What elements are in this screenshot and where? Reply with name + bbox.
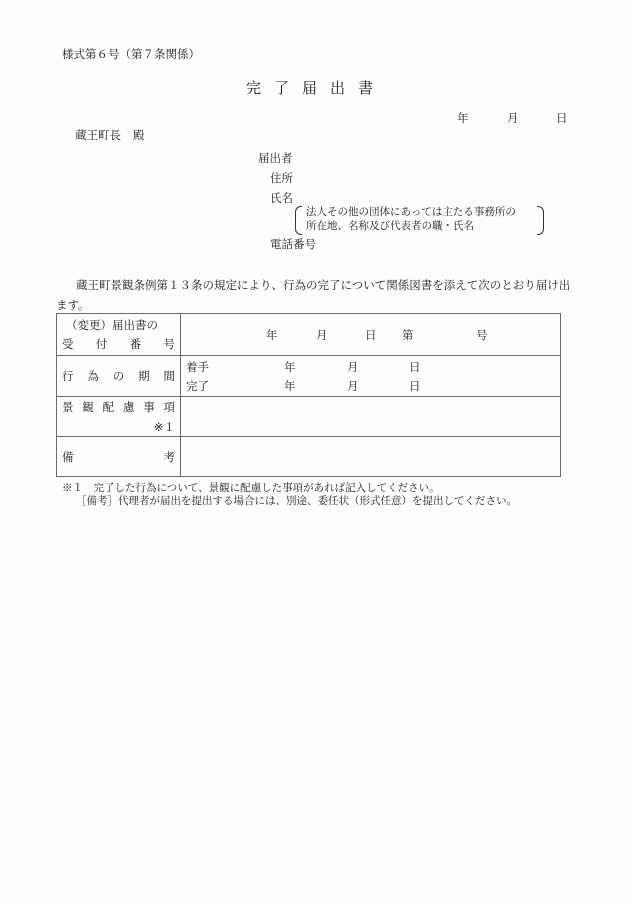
name-note-line2: 所在地、名称及び代表者の職・氏名 — [306, 219, 474, 232]
name-label: 氏名 — [270, 191, 293, 205]
applicant-label: 届出者 — [258, 151, 293, 165]
form-number: 様式第６号（第７条関係） — [62, 47, 200, 61]
bracket-right — [537, 206, 544, 235]
action-period-label: 行 為 の 期 間 — [57, 356, 181, 397]
remarks-label: 備 考 — [57, 437, 181, 477]
name-note — [306, 206, 516, 233]
end-label: 完了 — [186, 379, 209, 393]
table-row-landscape-consideration — [57, 397, 561, 437]
document-title: 完了届出書 — [246, 79, 387, 97]
receipt-label-line2: 受 付 番 号 — [62, 337, 175, 351]
note-marker: ※１ — [153, 419, 175, 434]
remarks-field[interactable] — [181, 437, 561, 477]
bracket-left — [295, 206, 302, 235]
landscape-consideration-label: 景 観 配 慮 事 項 ※１ — [57, 397, 181, 437]
footnote-1: ※１ 完了した行為について、景観に配慮した事項があれば記入してください。 — [62, 482, 440, 494]
name-note-line1: 法人その他の団体にあっては主たる事務所の — [306, 206, 516, 218]
phone-label: 電話番号 — [270, 237, 316, 251]
date-year-label: 年 — [457, 111, 469, 125]
form-table — [56, 313, 561, 477]
date-month-label: 月 — [507, 111, 519, 125]
table-row-receipt-number — [57, 314, 561, 356]
table-row-action-period — [57, 356, 561, 397]
footnote-remark: ［備考］代理者が届出を提出する場合には、別途、委任状（形式任意）を提出してください。 — [76, 495, 517, 507]
receipt-label-line1: （変更）届出書の — [66, 318, 158, 332]
addressee-honorific: 殿 — [133, 128, 145, 142]
addressee — [75, 127, 145, 143]
addressee-name: 蔵王町長 — [75, 128, 121, 142]
start-label: 着手 — [186, 360, 209, 374]
body-text: 蔵王町景観条例第１３条の規定により、行為の完了について関係図書を添えて次のとおり届け出ます。 — [56, 278, 571, 312]
address-label: 住所 — [270, 171, 293, 185]
receipt-number-label — [57, 314, 181, 356]
receipt-number-field[interactable]: 年 月 日 第 号 — [181, 314, 561, 356]
date-day-label: 日 — [556, 111, 568, 125]
action-period-field[interactable]: 着手 年 月 日 完了 年 月 日 — [181, 356, 561, 397]
table-row-remarks — [57, 437, 561, 477]
landscape-consideration-field[interactable] — [181, 397, 561, 437]
